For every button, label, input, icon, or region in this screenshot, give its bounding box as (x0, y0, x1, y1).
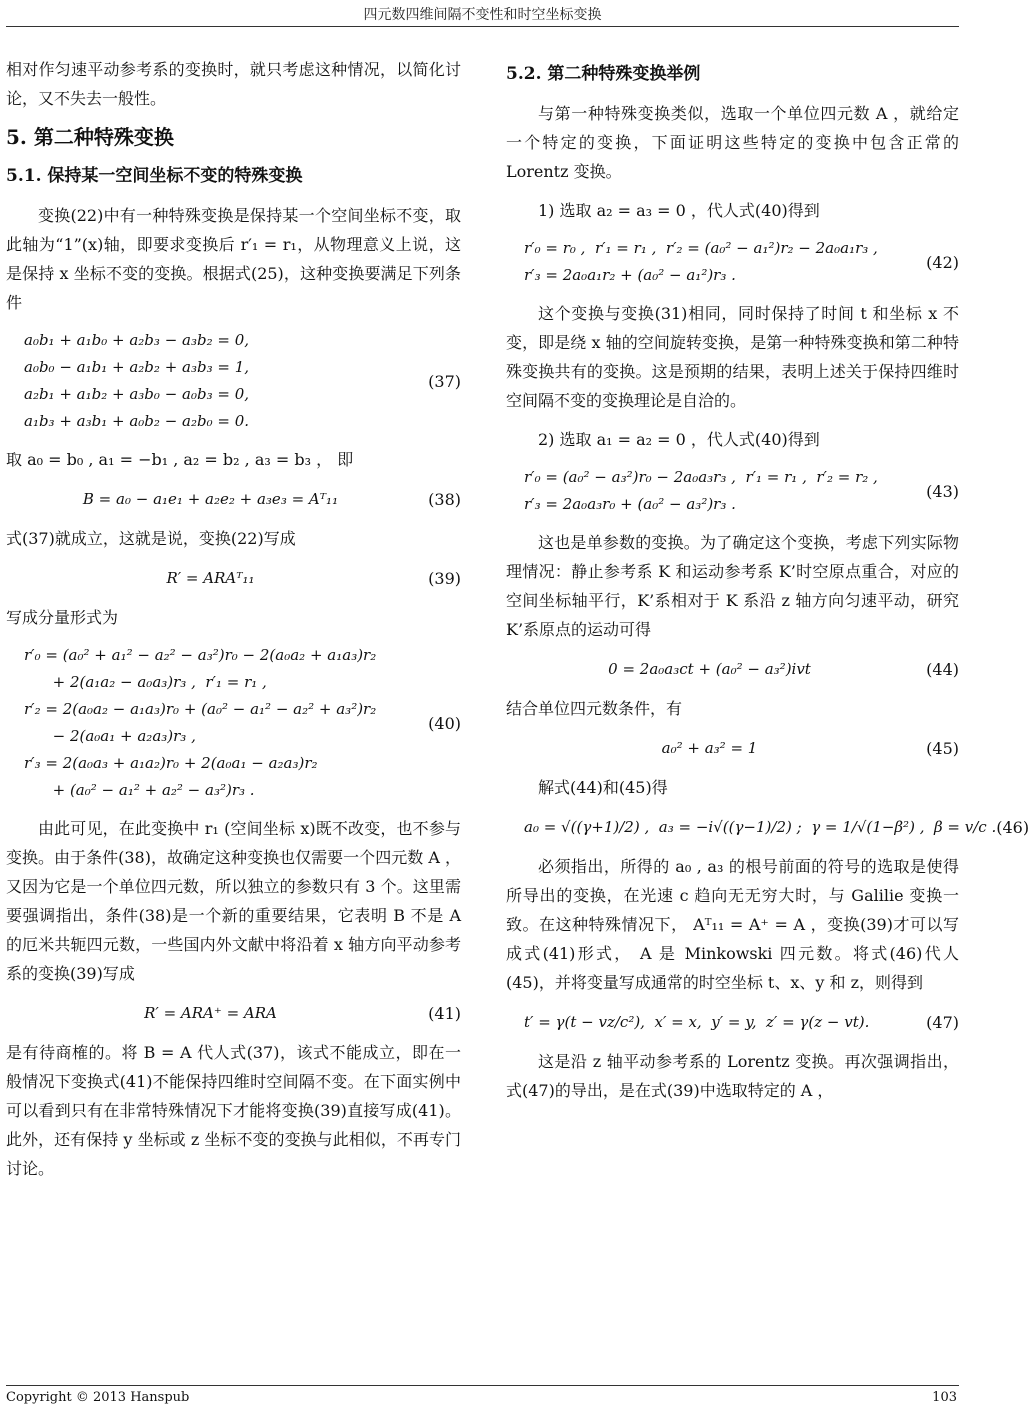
page-number: 103 (932, 1390, 957, 1405)
equation-body: r′₀ = r₀ , r′₁ = r₁ , r′₂ = (a₀² − a₁²)r₂ − 2a₀a₁r₃ , r′₃ = 2a₀a₁r₂ + (a₀² − a₁²)r₃ . (524, 239, 878, 284)
equation-44 (506, 654, 959, 684)
equation-45 (506, 733, 959, 763)
equation-number: (40) (428, 713, 461, 733)
footer-rule (6, 1385, 959, 1386)
equation-body: r′₀ = (a₀² − a₃²)r₀ − 2a₀a₃r₃ , r′₁ = r₁ , r′₂ = r₂ , r′₃ = 2a₀a₃r₀ + (a₀² − a₃²)r₃ . (524, 468, 878, 513)
section-heading-5: 5. 第二种特殊变换 (6, 125, 174, 149)
running-header: 四元数四维间隔不变性和时空坐标变换 (363, 7, 602, 23)
equation-body: R′ = ARAᵀ₁₁ (166, 568, 255, 587)
paragraph: 式(37)就成立，这就是说，变换(22)写成 (6, 529, 296, 548)
equation-39 (6, 563, 461, 593)
equation-number: (46) (996, 817, 1029, 837)
equation-body: a₀b₁ + a₁b₀ + a₂b₃ − a₃b₂ = 0, a₀b₀ − a₁b₁ + a₂b₂ + a₃b₃ = 1, a₂b₁ + a₁b₂ + a₃b₀ − a₀b₃ = 0, a₁b₃ + a₃b₁ + a₀b₂ − a₂b₀ = 0. (24, 331, 250, 430)
equation-38 (6, 484, 461, 514)
left-column (6, 55, 461, 1193)
paragraph: 相对作匀速平动参考系的变换时，就只考虑这种情况，以简化讨论，又不失去一般性。 (6, 60, 461, 108)
equation-body: a₀ = √((γ+1)/2) , a₃ = −i√((γ−1)/2) ; γ = 1/√(1−β²) , β = v/c . (524, 817, 997, 836)
equation-37 (6, 327, 461, 435)
paragraph: 由此可见，在此变换中 r₁ (空间坐标 x)既不改变，也不参与变换。由于条件(38)，故确定这种变换也仅需要一个四元数 A ，又因为它是一个单位四元数，所以独立的参数只有 3 个。这里需要强调指出，条件(38)是一个新的重要结果，它表明 B 不是 A 的厄米共轭四元数，一些国内外文献中将沿着 x 轴方向平动参考系的变换(39)写成 (6, 819, 461, 983)
paragraph: 结合单位四元数条件，有 (506, 699, 683, 718)
paragraph: 必须指出，所得的 a₀ , a₃ 的根号前面的符号的选取是使得所导出的变换，在光速 c 趋向无无穷大时，与 Galilie 变换一致。在这种特殊情况下， Aᵀ₁₁ = A⁺ = A ，变换(39)才可以写成式(41)形式， A 是 Minkowski 四元数。将式(46)代人(45)，并将变量写成通常的时空坐标 t、x、y 和 z，则得到 (506, 857, 959, 992)
equation-43 (506, 464, 959, 518)
equation-number: (39) (428, 568, 461, 588)
equation-body: r′₀ = (a₀² + a₁² − a₂² − a₃²)r₀ − 2(a₀a₂ + a₁a₃)r₂ + 2(a₁a₂ − a₀a₃)r₃ , r′₁ = r₁ , r′₂ = 2(a₀a₂ − a₁a₃)r₀ + (a₀² − a₁² − a₂² + a₃²)r₂ − 2(a₀a₁ + a₂a₃)r₃ , r′₃ = 2(a₀a₃ + a₁a₂)r₀ + 2(a₀a₁ − a₂a₃)r₂ + (a₀² − a₁² + a₂² − a₃²)r₃ . (24, 646, 377, 799)
equation-47 (506, 1007, 959, 1037)
equation-body: a₀² + a₃² = 1 (661, 738, 758, 757)
equation-number: (37) (428, 371, 461, 391)
equation-number: (38) (428, 489, 461, 509)
equation-number: (42) (926, 252, 959, 272)
paragraph: 取 a₀ = b₀ , a₁ = −b₁ , a₂ = b₂ , a₃ = b₃ ， 即 (6, 450, 354, 469)
equation-42 (506, 235, 959, 289)
paragraph: 这个变换与变换(31)相同，同时保持了时间 t 和坐标 x 不变，即是绕 x 轴的空间旋转变换，是第一种特殊变换和第二种特殊变换共有的变换。这是预期的结果，表明上述关于保持四维时空间隔不变的变换理论是自洽的。 (506, 304, 959, 410)
paragraph: 1) 选取 a₂ = a₃ = 0 ，代人式(40)得到 (538, 201, 820, 220)
paragraph: 解式(44)和(45)得 (538, 778, 668, 797)
header-rule (6, 26, 959, 27)
equation-number: (45) (926, 738, 959, 758)
equation-body: B = a₀ − a₁e₁ + a₂e₂ + a₃e₃ = Aᵀ₁₁ (82, 489, 339, 508)
equation-body: t′ = γ(t − vz/c²), x′ = x, y′ = y, z′ = γ(z − vt). (524, 1012, 870, 1031)
subsection-heading-5-2: 5.2. 第二种特殊变换举例 (506, 64, 701, 84)
equation-number: (44) (926, 659, 959, 679)
equation-40 (6, 642, 461, 804)
subsection-heading-5-1: 5.1. 保持某一空间坐标不变的特殊变换 (6, 166, 303, 186)
equation-41 (6, 998, 461, 1028)
paragraph: 这也是单参数的变换。为了确定这个变换，考虑下列实际物理情况：静止参考系 K 和运动参考系 K’时空原点重合，对应的空间坐标轴平行，K’系相对于 K 系沿 z 轴方向匀速平动，研究 K’系原点的运动可得 (506, 533, 959, 639)
right-column (506, 55, 1029, 1115)
paragraph: 2) 选取 a₁ = a₂ = 0 ，代人式(40)得到 (538, 430, 820, 449)
paragraph: 是有待商榷的。将 B = A 代人式(37)，该式不能成立，即在一般情况下变换式(41)不能保持四维时空间隔不变。在下面实例中可以看到只有在非常特殊情况下才能将变换(39)直接写成(41)。此外，还有保持 y 坐标或 z 坐标不变的变换与此相似，不再专门讨论。 (6, 1043, 461, 1178)
paragraph: 变换(22)中有一种特殊变换是保持某一个空间坐标不变，取此轴为“1”(x)轴，即要求变换后 r′₁ = r₁，从物理意义上说，这是保持 x 坐标不变的变换。根据式(25)，这种变换要满足下列条件 (6, 206, 461, 312)
equation-body: 0 = 2a₀a₃ct + (a₀² − a₃²)ivt (608, 659, 811, 678)
copyright: Copyright © 2013 Hanspub (6, 1390, 190, 1405)
equation-46 (506, 812, 1029, 842)
paragraph: 写成分量形式为 (6, 608, 119, 627)
equation-body: R′ = ARA⁺ = ARA (144, 1003, 277, 1022)
equation-number: (47) (926, 1012, 959, 1032)
paragraph: 与第一种特殊变换类似，选取一个单位四元数 A ，就给定一个特定的变换，下面证明这些特定的变换中包含正常的 Lorentz 变换。 (506, 104, 959, 181)
paragraph: 这是沿 z 轴平动参考系的 Lorentz 变换。再次强调指出，式(47)的导出，是在式(39)中选取特定的 A ， (506, 1052, 959, 1100)
equation-number: (41) (428, 1003, 461, 1023)
equation-number: (43) (926, 481, 959, 501)
